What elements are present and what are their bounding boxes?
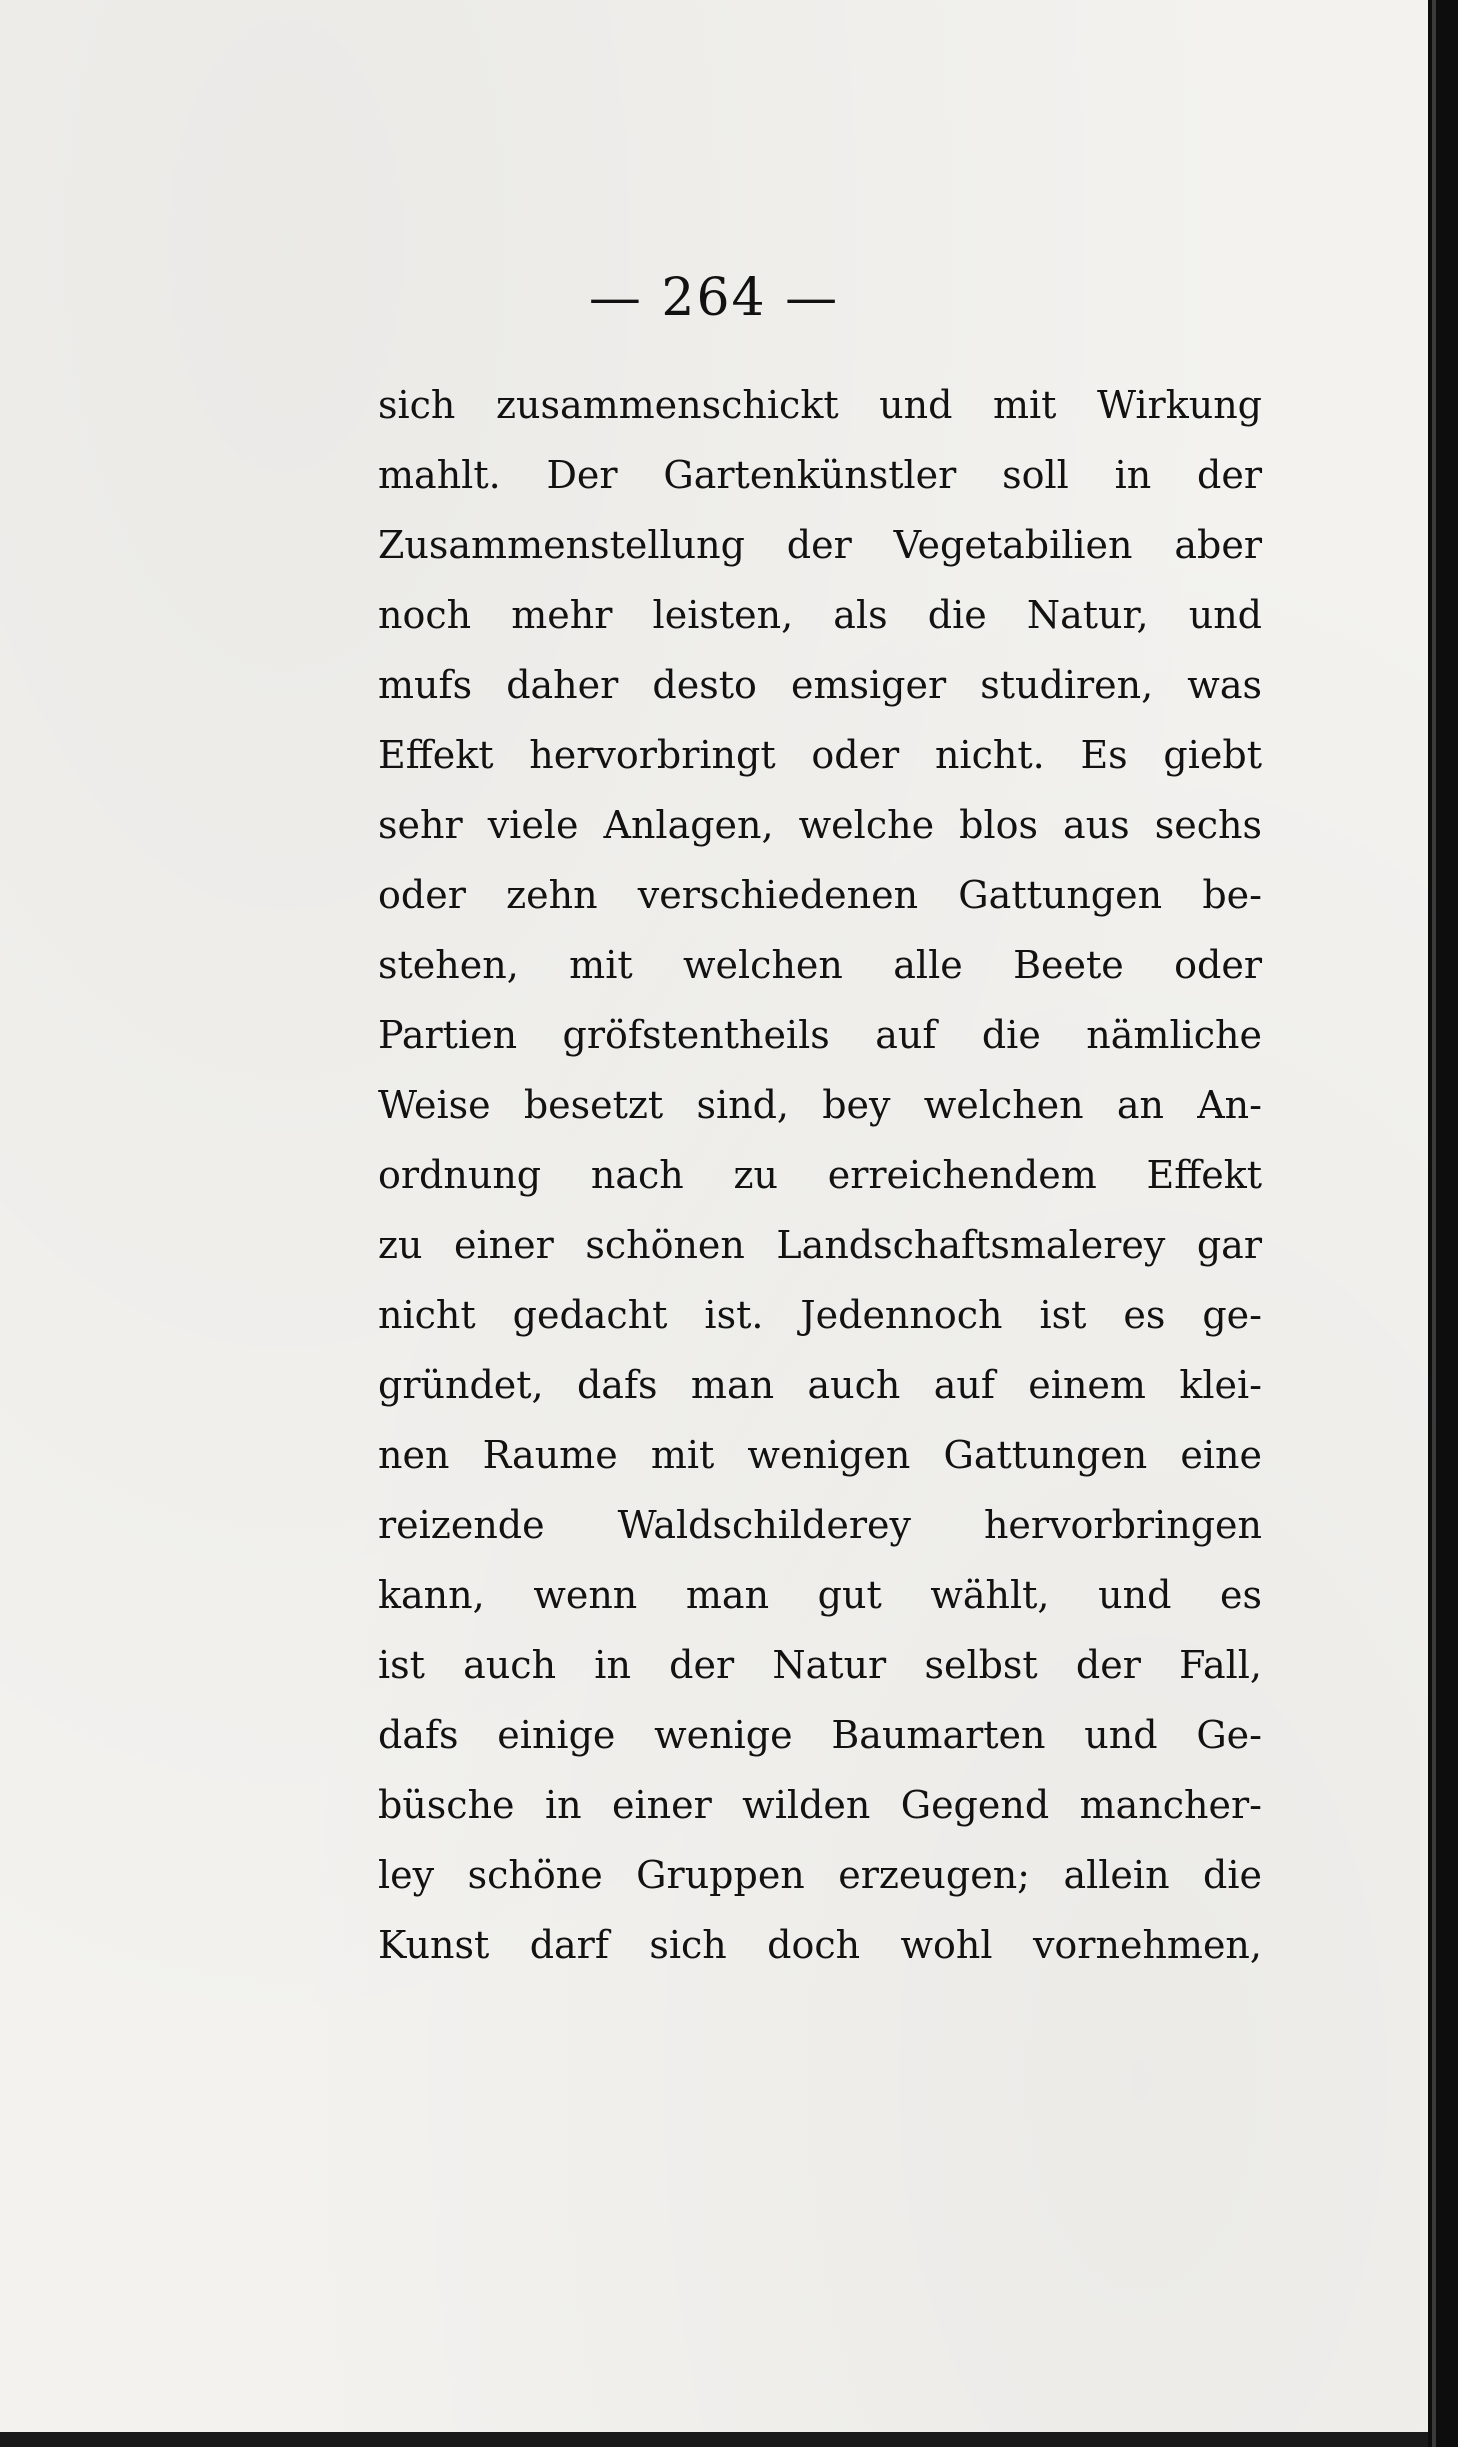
text-line: Partien gröfstentheils auf die nämliche: [378, 1013, 1262, 1057]
text-line: noch mehr leisten, als die Natur, und: [378, 593, 1262, 637]
text-line: sehr viele Anlagen, welche blos aus sechs: [378, 803, 1262, 847]
text-line: stehen, mit welchen alle Beete oder: [378, 943, 1262, 987]
text-line: ley schöne Gruppen erzeugen; allein die: [378, 1853, 1262, 1897]
text-line: Weise besetzt sind, bey welchen an An-: [378, 1083, 1262, 1127]
text-line: reizende Waldschilderey hervorbringen: [378, 1503, 1262, 1547]
text-line: zu einer schönen Landschaftsmalerey gar: [378, 1223, 1262, 1267]
text-line: mahlt. Der Gartenkünstler soll in der: [378, 453, 1262, 497]
page-number: — 264 —: [588, 268, 840, 328]
text-line: nicht gedacht ist. Jedennoch ist es ge-: [378, 1293, 1262, 1337]
text-line: Effekt hervorbringt oder nicht. Es giebt: [378, 733, 1262, 777]
text-line: gründet, dafs man auch auf einem klei-: [378, 1363, 1262, 1407]
text-line: kann, wenn man gut wählt, und es: [378, 1573, 1262, 1617]
text-line: büsche in einer wilden Gegend mancher-: [378, 1783, 1262, 1827]
text-line: mufs daher desto emsiger studiren, was: [378, 663, 1262, 707]
text-line: ordnung nach zu erreichendem Effekt: [378, 1153, 1262, 1197]
scan-edge-right: [1428, 0, 1458, 2447]
text-line: dafs einige wenige Baumarten und Ge-: [378, 1713, 1262, 1757]
text-line: Zusammenstellung der Vegetabilien aber: [378, 523, 1262, 567]
text-line: oder zehn verschiedenen Gattungen be-: [378, 873, 1262, 917]
text-line: Kunst darf sich doch wohl vornehmen,: [378, 1923, 1262, 1967]
text-line: ist auch in der Natur selbst der Fall,: [378, 1643, 1262, 1687]
body-text: [378, 370, 1262, 1980]
text-line: nen Raume mit wenigen Gattungen eine: [378, 1433, 1262, 1477]
scan-edge-bottom: [0, 2432, 1428, 2447]
text-line: sich zusammenschickt und mit Wirkung: [378, 383, 1262, 427]
